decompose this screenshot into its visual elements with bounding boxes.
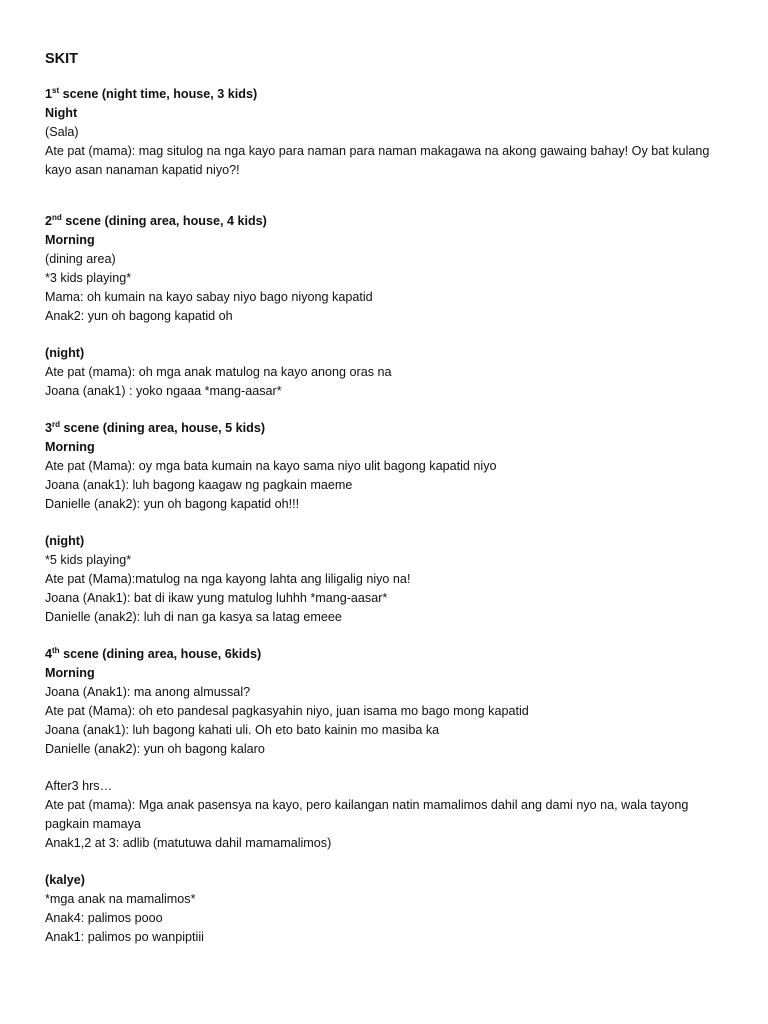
scene4-time: Morning [45, 666, 95, 680]
scene2-night-line: Joana (anak1) : yoko ngaaa *mang-aasar* [45, 384, 282, 398]
scene1-line: (Sala) [45, 125, 79, 139]
scene3-night-label: (night) [45, 534, 85, 548]
scene3-heading-number: 3 [45, 421, 53, 435]
scene1-heading [45, 85, 735, 104]
scene2-time: Morning [45, 233, 95, 247]
scene4-kalye-line: Anak1: palimos po wanpiptiii [45, 930, 204, 944]
scene4-line: Joana (Anak1): ma anong almussal? [45, 685, 251, 699]
scene2-line: (dining area) [45, 252, 116, 266]
scene3-heading-ordinal: rd [52, 420, 61, 429]
document-title: SKIT [45, 51, 79, 67]
scene2-heading-ordinal: nd [52, 213, 62, 222]
scene2-heading-number: 2 [45, 214, 53, 228]
scene3-night-line: Danielle (anak2): luh di nan ga kasya sa latag emeee [45, 610, 342, 624]
scene4-line: Ate pat (Mama): oh eto pandesal pagkasyahin niyo, juan isama mo bago mong kapatid [45, 704, 529, 718]
scene2-heading [45, 212, 735, 231]
scene4-heading-ordinal: th [52, 646, 60, 655]
scene4-after-line: Anak1,2 at 3: adlib (matutuwa dahil mamamalimos) [45, 836, 332, 850]
scene4-heading [45, 645, 735, 664]
scene4-after-line: Ate pat (mama): Mga anak pasensya na kayo, pero kailangan natin mamalimos dahil ang dami nyo na, wala tayong pagkain mamaya [45, 798, 689, 831]
scene4-line: Joana (anak1): luh bagong kahati uli. Oh eto bato kainin mo masiba ka [45, 723, 440, 737]
scene4-kalye-line: *mga anak na mamalimos* [45, 892, 196, 906]
scene4-kalye-label: (kalye) [45, 873, 85, 887]
scene2-night-label: (night) [45, 346, 85, 360]
scene4-heading-number: 4 [45, 647, 53, 661]
scene3-night-line: Ate pat (Mama):matulog na nga kayong lahta ang liligalig niyo na! [45, 572, 411, 586]
scene2-line: Anak2: yun oh bagong kapatid oh [45, 309, 233, 323]
scene1-time: Night [45, 106, 78, 120]
scene3-line: Joana (anak1): luh bagong kaagaw ng pagkain maeme [45, 478, 353, 492]
scene3-time: Morning [45, 440, 95, 454]
scene2-heading-text: scene (dining area, house, 4 kids) [61, 214, 267, 228]
scene4-kalye-line: Anak4: palimos pooo [45, 911, 163, 925]
scene3-night-line: Joana (Anak1): bat di ikaw yung matulog luhhh *mang-aasar* [45, 591, 388, 605]
document-page [45, 48, 735, 947]
scene2-line: *3 kids playing* [45, 271, 132, 285]
scene1-heading-ordinal: st [52, 86, 60, 95]
scene1-heading-number: 1 [45, 87, 53, 101]
scene3-heading [45, 419, 735, 438]
scene4-heading-text: scene (dining area, house, 6kids) [59, 647, 262, 661]
scene2-night-line: Ate pat (mama): oh mga anak matulog na kayo anong oras na [45, 365, 392, 379]
scene2-line: Mama: oh kumain na kayo sabay niyo bago niyong kapatid [45, 290, 373, 304]
scene1-line: Ate pat (mama): mag situlog na nga kayo para naman para naman makagawa na akong gawaing bahay! Oy bat kulang kayo asan nanaman kapatid niyo?! [45, 144, 710, 177]
scene3-line: Ate pat (Mama): oy mga bata kumain na kayo sama niyo ulit bagong kapatid niyo [45, 459, 497, 473]
scene3-heading-text: scene (dining area, house, 5 kids) [60, 421, 266, 435]
scene3-line: Danielle (anak2): yun oh bagong kapatid oh!!! [45, 497, 300, 511]
scene3-night-line: *5 kids playing* [45, 553, 132, 567]
scene1-heading-text: scene (night time, house, 3 kids) [59, 87, 258, 101]
scene4-line: Danielle (anak2): yun oh bagong kalaro [45, 742, 265, 756]
scene4-after-line: After3 hrs… [45, 779, 113, 793]
